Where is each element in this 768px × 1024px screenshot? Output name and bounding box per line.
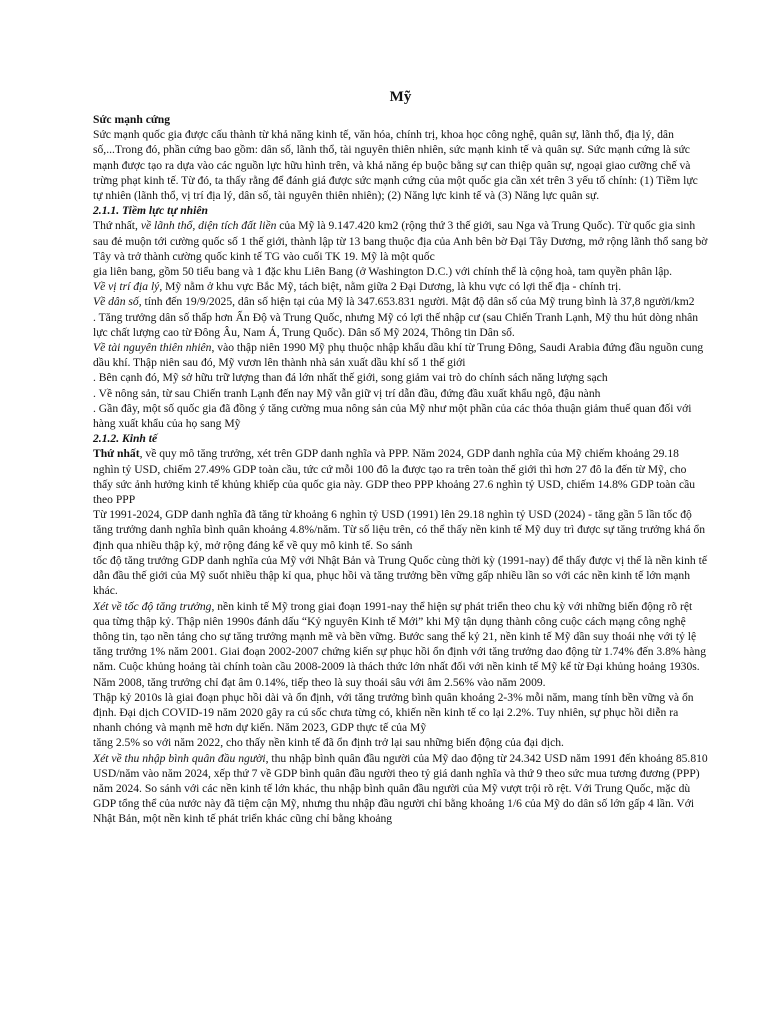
italic-phrase: về lãnh thổ, diện tích đất liền: [140, 219, 277, 233]
text-run: , vào thập niên 1990 Mỹ phụ thuộc nhập khẩu dầu khí từ Trung Đông, Saudi Arabia đứng đầu nguồn cung dầu khí. Thập niên sau đó, Mỹ vươn lên thành nhà sản xuất dầu khí số 1 thế giới: [93, 341, 704, 370]
paragraph: [93, 340, 708, 370]
paragraph: . Bên cạnh đó, Mỹ sở hữu trữ lượng than đá lớn nhất thế giới, song giảm vai trò do chính sách năng lượng sạch: [93, 371, 608, 385]
paragraph: . Gần đây, một số quốc gia đã đồng ý tăng cường mua nông sản của Mỹ như một phần của các thỏa thuận giảm thuế quan đối với hàng xuất khẩu của họ sang Mỹ: [93, 401, 692, 431]
italic-phrase: Về tài nguyên thiên nhiên: [93, 341, 212, 355]
text-run: , tính đến 19/9/2025, dân số hiện tại của Mỹ là 347.653.831 người. Mật độ dân số của Mỹ trung bình là 37,8 người/km2: [138, 295, 695, 309]
italic-phrase: Về dân số: [93, 295, 139, 309]
italic-phrase: Xét về tốc độ tăng trưởng: [93, 599, 212, 613]
paragraph: [93, 294, 708, 309]
paragraph: [93, 446, 708, 507]
text-run: của Mỹ là 9.147.420 km2 (rộng thứ 3 thế giới, sau Nga và Trung Quốc). Từ quốc gia sinh sau đẻ muộn tới cường quốc số 1 thế giới, thành lập từ 13 bang thuộc địa của Anh bên bờ Đại Tây Dương, mở rộng lãnh thổ sang bờ Tây và trở thành cường quốc kinh tế TG vào cuối TK 19. Mỹ là một quốc: [93, 219, 708, 263]
paragraph: Thập kỷ 2010s là giai đoạn phục hồi dài và ổn định, với tăng trưởng bình quân khoảng 2-3% mỗi năm, mang tính bền vững và ổn định. Đại dịch COVID-19 năm 2020 gây ra cú sốc chưa từng có, khiến nền kinh tế co lại 2.2%. Tuy nhiên, sự phục hồi diễn ra nhanh chóng và mạnh mẽ hơn dự kiến. Năm 2023, GDP thực tế của Mỹ: [93, 690, 694, 735]
section-heading-natural-potential: 2.1.1. Tiềm lực tự nhiên: [93, 204, 208, 218]
paragraph: . Về nông sản, từ sau Chiến tranh Lạnh đến nay Mỹ vẫn giữ vị trí dẫn đầu, đứng đầu xuất khẩu ngô, đậu nành: [93, 386, 601, 400]
paragraph: [93, 751, 708, 827]
paragraph: . Tăng trưởng dân số thấp hơn Ấn Độ và Trung Quốc, nhưng Mỹ có lợi thế nhập cư (sau Chiến Tranh Lạnh, Mỹ thu hút dòng nhân lực chất lượng cao từ Đông Âu, Nam Á, Trung Quốc). Dân số Mỹ 2024, Thông tin Dân số.: [93, 310, 699, 339]
italic-phrase: Xét về thu nhập bình quân đầu người: [93, 751, 266, 765]
paragraph: Sức mạnh quốc gia được cấu thành từ khả năng kinh tế, văn hóa, chính trị, khoa học công nghệ, quân sự, lãnh thổ, địa lý, dân số,...Trong đó, phần cứng bao gồm: dân số, lãnh thổ, tài nguyên thiên nhiên, sức mạnh kinh tế và quân sự. Sức mạnh cứng là sức mạnh được tạo ra dựa vào các nguồn lực hữu hình trên, và khả năng ép buộc bằng sự can thiệp quân sự, ngoại giao cưỡng chế và trừng phạt kinh tế. Từ đó, ta thấy rằng để đánh giá được sức mạnh cứng của một quốc gia cần xét trên 3 yếu tố chính: (1) Tiềm lực tự nhiên (lãnh thổ, vị trí địa lý, dân số, tài nguyên thiên nhiên); (2) Năng lực kinh tế và (3) Năng lực quân sự.: [93, 128, 698, 203]
text-run: , về quy mô tăng trưởng, xét trên GDP danh nghĩa và PPP. Năm 2024, GDP danh nghĩa của Mỹ chiếm khoảng 29.18 nghìn tỷ USD, chiếm 27.49% GDP toàn cầu, tức cứ mỗi 100 đô la được tạo ra trên toàn thế giới thì hơn 27 đô la đến từ Mỹ, cho thấy sức ảnh hưởng kinh tế khủng khiếp của quốc gia này. GDP theo PPP khoảng 27.6 nghìn tỷ USD, chiếm 14.8% GDP toàn cầu theo PPP: [93, 447, 696, 507]
bold-phrase: Thứ nhất: [93, 447, 140, 461]
italic-phrase: Về vị trí địa lý: [93, 280, 160, 294]
paragraph: gia liên bang, gồm 50 tiểu bang và 1 đặc khu Liên Bang (ở Washington D.C.) với chính thể là cộng hoà, tam quyền phân lập.: [93, 265, 673, 279]
paragraph: [93, 599, 708, 690]
text-run: , nền kinh tế Mỹ trong giai đoạn 1991-nay thể hiện sự phát triển theo chu kỳ với những biến động rõ rệt qua từng thập kỷ. Thập niên 1990s đánh dấu “Kỷ nguyên Kinh tế Mới” khi Mỹ tận dụng thành công cuộc cách mạng công nghệ thông tin, tạo nền tảng cho sự tăng trưởng mạnh mẽ và bền vững. Bước sang thế kỷ 21, nền kinh tế Mỹ dần suy thoái nhẹ với tỷ lệ tăng trưởng 1% năm 2001. Giai đoạn 2002-2007 chứng kiến sự phục hồi ổn định với tăng trưởng dao động từ 1.74% đến 3.8% hàng năm. Cuộc khủng hoảng tài chính toàn cầu 2008-2009 là thách thức lớn nhất đối với nền kinh tế Mỹ kể từ Đại khủng hoảng 1930s. Năm 2008, tăng trưởng chỉ đạt âm 0.14%, tiếp theo là suy thoái sâu với âm 2.56% vào năm 2009.: [93, 599, 706, 689]
document-title: Mỹ: [389, 89, 412, 105]
section-heading-economy: 2.1.2. Kinh tế: [93, 432, 158, 446]
paragraph: Từ 1991-2024, GDP danh nghĩa đã tăng từ khoảng 6 nghìn tỷ USD (1991) lên 29.18 nghìn tỷ USD (2024) - tăng gần 5 lần tốc độ tăng trưởng danh nghĩa bình quân khoảng 4.8%/năm. Từ số liệu trên, có thể thấy nền kinh tế Mỹ duy trì được sự tăng trưởng khá ổn định qua nhiều thập kỷ, mở rộng đáng kể về quy mô kinh tế. So sánh: [93, 508, 706, 552]
paragraph: tốc độ tăng trưởng GDP danh nghĩa của Mỹ với Nhật Bản và Trung Quốc cùng thời kỳ (1991-nay) để thấy được vị thế là nền kinh tế dẫn đầu thế giới của Mỹ suốt nhiều thập kỉ qua, phục hồi và tăng trưởng bền vững gấp nhiều lần so với các nền kinh tế lớn mạnh khác.: [93, 553, 707, 598]
paragraph: tăng 2.5% so với năm 2022, cho thấy nền kinh tế đã ổn định trở lại sau những biến động của đại dịch.: [93, 736, 564, 750]
paragraph: [93, 218, 708, 264]
text-run: Thứ nhất,: [93, 219, 141, 233]
paragraph: [93, 279, 708, 294]
section-heading-hard-power: Sức mạnh cứng: [93, 113, 171, 126]
text-run: , thu nhập bình quân đầu người của Mỹ dao động từ 24.342 USD năm 1991 đến khoảng 85.810 USD/năm vào năm 2024, xếp thứ 7 về GDP bình quân đầu người theo tỷ giá danh nghĩa và thứ 9 theo sức mua tương đương (PPP) năm 2024. So sánh với các nền kinh tế lớn khác, thu nhập bình quân đầu người của Mỹ vượt trội rõ rệt. Với Trung Quốc, mặc dù GDP tổng thể của nước này đã tiệm cận Mỹ, nhưng thu nhập đầu người chỉ bằng khoảng 1/6 của Mỹ do dân số lớn gấp 4 lần. Với Nhật Bản, một nền kinh tế phát triển khác cũng chỉ bằng khoảng: [93, 751, 708, 826]
text-run: , Mỹ nằm ở khu vực Bắc Mỹ, tách biệt, nằm giữa 2 Đại Dương, là khu vực có lợi thế địa - chính trị.: [159, 280, 622, 294]
